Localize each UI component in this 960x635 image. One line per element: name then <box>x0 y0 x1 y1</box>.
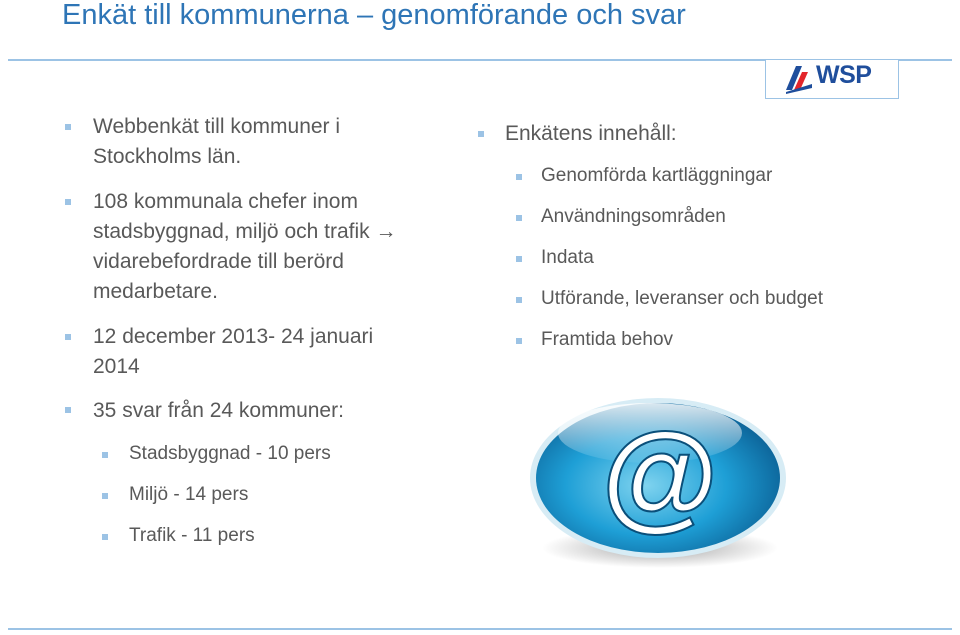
list-item <box>93 322 373 382</box>
sub-bullet-marker <box>516 297 522 303</box>
logo-text: WSP <box>816 61 872 89</box>
sub-bullet-marker <box>102 493 108 499</box>
bullet-marker <box>65 407 71 413</box>
item-line: Webbenkät till kommuner i <box>93 115 341 138</box>
item-line: 35 svar från 24 kommuner: <box>93 399 344 422</box>
slide-title: Enkät till kommunerna – genomförande och svar <box>62 0 686 31</box>
sub-list-item: Framtida behov <box>541 329 674 350</box>
sub-list-item: Genomförda kartläggningar <box>541 165 773 186</box>
item-line: Stockholms län. <box>93 145 242 168</box>
sub-bullet-marker <box>516 256 522 262</box>
bullet-marker <box>65 334 71 340</box>
sub-bullet-marker <box>516 174 522 180</box>
sub-list-item: Användningsområden <box>541 206 726 227</box>
bullet-marker <box>65 199 71 205</box>
sub-bullet-marker <box>516 338 522 344</box>
at-glyph: @ <box>601 408 719 542</box>
sub-list-item: Stadsbyggnad - 10 pers <box>129 443 331 464</box>
sub-list-item: Indata <box>541 247 594 268</box>
bottom-divider <box>8 628 952 630</box>
item-line: stadsbyggnad, miljö och trafik → <box>93 220 397 243</box>
item-line: medarbetare. <box>93 280 218 303</box>
list-item <box>93 187 396 307</box>
sub-list-item: Utförande, leveranser och budget <box>541 288 824 309</box>
item-line: vidarebefordrade till berörd <box>93 250 344 273</box>
sub-bullet-marker <box>102 534 108 540</box>
sub-list-item: Trafik - 11 pers <box>129 525 255 546</box>
sub-bullet-marker <box>516 215 522 221</box>
item-line: Enkätens innehåll: <box>505 122 677 145</box>
bullet-marker <box>478 131 484 137</box>
item-line: 2014 <box>93 355 140 378</box>
sub-bullet-marker <box>102 452 108 458</box>
list-item <box>505 119 677 149</box>
wsp-logo-mark-icon <box>784 62 814 94</box>
bullet-marker <box>65 124 71 130</box>
item-line: 108 kommunala chefer inom <box>93 190 358 213</box>
sub-list-item: Miljö - 14 pers <box>129 484 249 505</box>
list-item <box>93 396 344 426</box>
item-line: 12 december 2013- 24 januari <box>93 325 374 348</box>
wsp-logo <box>765 60 899 99</box>
at-sign-icon <box>528 388 788 573</box>
list-item <box>93 112 340 172</box>
